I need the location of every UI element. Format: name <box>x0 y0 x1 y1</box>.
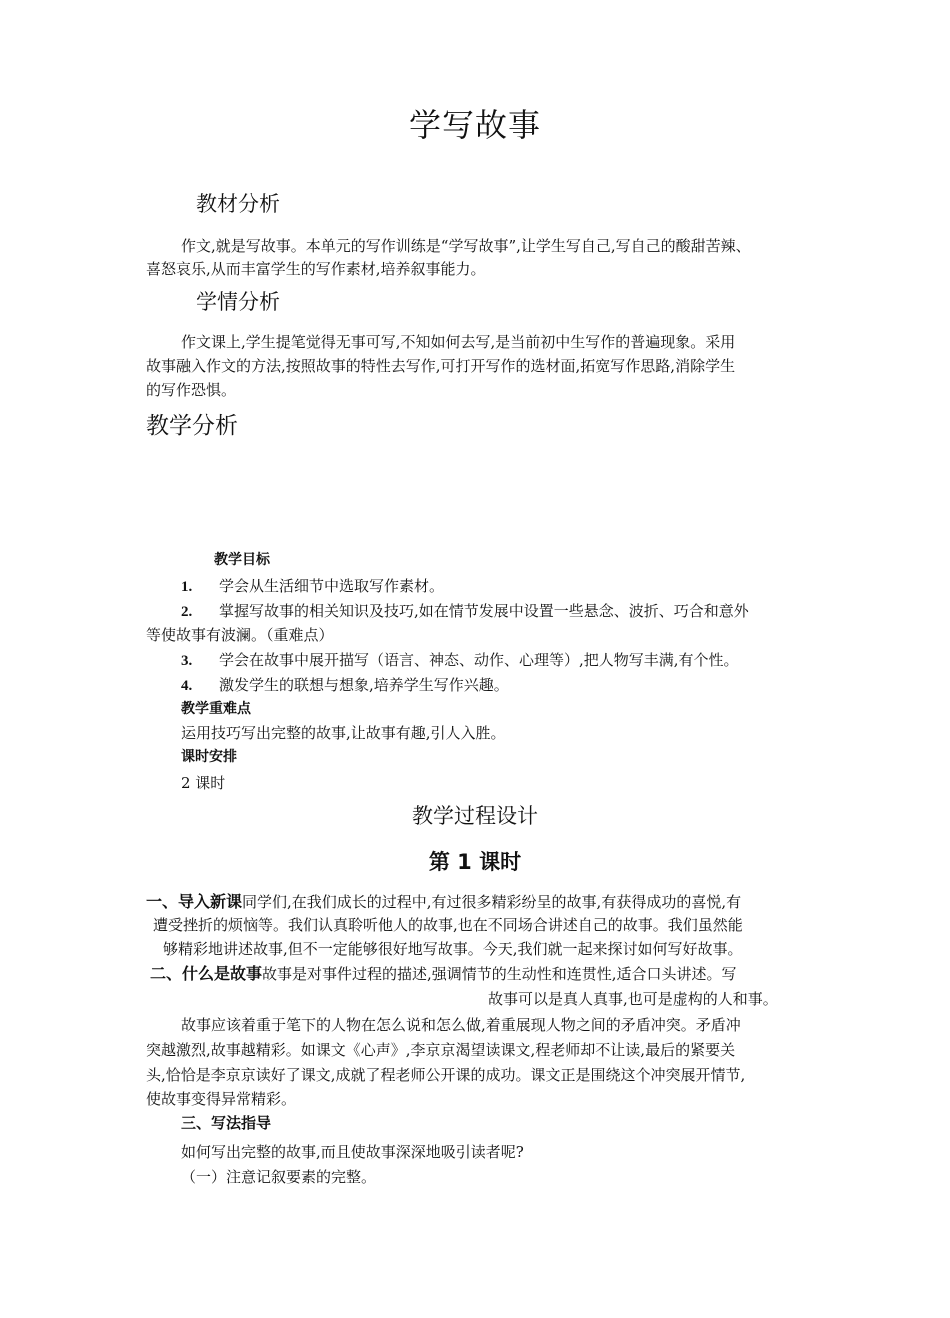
document-title: 学写故事 <box>408 106 541 144</box>
process-heading: 教学过程设计 <box>412 804 538 828</box>
material-line-2: 喜怒哀乐,从而丰富学生的写作素材,培养叙事能力。 <box>146 260 486 278</box>
student-line-2: 故事融入作文的方法,按照故事的特性去写作,可打开写作的选材面,拓宽写作思路,消除学生 <box>146 357 736 375</box>
section-1-line-1 <box>146 890 741 914</box>
goal-text: 掌握写故事的相关知识及技巧,如在情节发展中设置一些悬念、波折、巧合和意外 <box>219 602 749 620</box>
lesson-heading: 第 1 课时 <box>428 850 522 874</box>
key-points-heading: 教学重难点 <box>181 701 251 717</box>
goal-item-2 <box>181 600 749 624</box>
section-1-text: 同学们,在我们成长的过程中,有过很多精彩纷呈的故事,有获得成功的喜悦,有 <box>242 893 742 911</box>
section-3-label: 三、写法指导 <box>181 1114 272 1132</box>
section-3-line-1: 如何写出完整的故事,而且使故事深深地吸引读者呢? <box>181 1143 524 1161</box>
goal-number: 3. <box>181 653 193 669</box>
section-2-para-line-4: 使故事变得异常精彩。 <box>146 1090 297 1108</box>
section-2-line-2: 故事可以是真人真事,也可是虚构的人和事。 <box>488 990 778 1008</box>
student-analysis-heading: 学情分析 <box>196 290 280 314</box>
goal-text: 激发学生的联想与想象,培养学生写作兴趣。 <box>219 676 509 694</box>
goal-item-2-continued: 等使故事有波澜。（重难点） <box>146 626 334 644</box>
goal-number: 1. <box>181 579 193 595</box>
goal-text: 学会从生活细节中选取写作素材。 <box>219 577 445 595</box>
student-line-3: 的写作恐惧。 <box>146 381 237 399</box>
student-line-1: 作文课上,学生提笔觉得无事可写,不知如何去写,是当前初中生写作的普遍现象。采用 <box>181 333 736 351</box>
key-points-text: 运用技巧写出完整的故事,让故事有趣,引人入胜。 <box>181 724 506 742</box>
teaching-analysis-heading: 教学分析 <box>146 413 238 439</box>
schedule-text: 2 课时 <box>181 774 226 792</box>
goal-item-4 <box>181 674 509 698</box>
goal-number: 2. <box>181 604 193 620</box>
section-2-line-1 <box>150 962 737 986</box>
section-1-line-3: 够精彩地讲述故事,但不一定能够很好地写故事。今天,我们就一起来探讨如何写好故事。 <box>163 940 743 958</box>
goal-number: 4. <box>181 678 193 694</box>
section-2-label: 二、什么是故事 <box>150 964 263 983</box>
material-line-1: 作文,就是写故事。本单元的写作训练是“学写故事”,让学生写自己,写自己的酸甜苦辣、 <box>181 237 751 255</box>
goal-text: 学会在故事中展开描写（语言、神态、动作、心理等）,把人物写丰满,有个性。 <box>219 651 739 669</box>
section-2-para-line-1: 故事应该着重于笔下的人物在怎么说和怎么做,着重展现人物之间的矛盾冲突。矛盾冲 <box>181 1016 741 1034</box>
schedule-heading: 课时安排 <box>181 749 237 765</box>
goal-item-1 <box>181 575 444 599</box>
section-3-line-2: （一）注意记叙要素的完整。 <box>181 1168 377 1186</box>
material-analysis-heading: 教材分析 <box>196 192 280 216</box>
section-2-text: 故事是对事件过程的描述,强调情节的生动性和连贯性,适合口头讲述。写 <box>262 965 737 983</box>
goals-heading: 教学目标 <box>214 552 270 568</box>
section-1-label: 一、导入新课 <box>146 892 243 911</box>
section-2-para-line-3: 头,恰恰是李京京读好了课文,成就了程老师公开课的成功。课文正是围绕这个冲突展开情节, <box>146 1066 746 1084</box>
goal-item-3 <box>181 649 739 673</box>
section-1-line-2: 遭受挫折的烦恼等。我们认真聆听他人的故事,也在不同场合讲述自己的故事。我们虽然能 <box>153 916 743 934</box>
section-2-para-line-2: 突越激烈,故事越精彩。如课文《心声》,李京京渴望读课文,程老师却不让读,最后的紧要关 <box>146 1041 736 1059</box>
